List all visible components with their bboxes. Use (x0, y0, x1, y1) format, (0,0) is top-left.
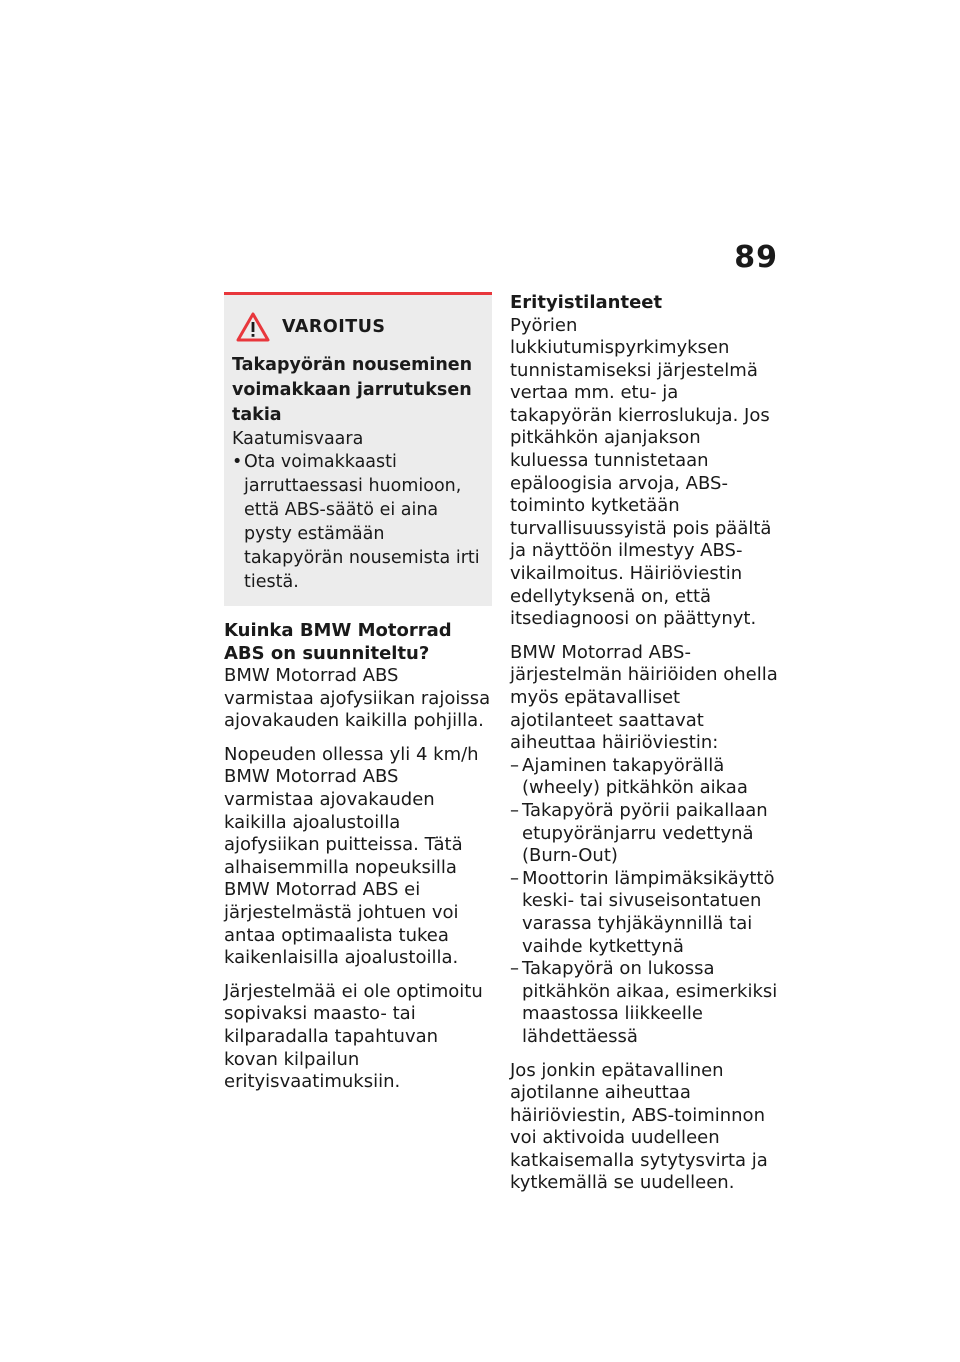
warning-title: VAROITUS (282, 316, 386, 337)
warning-bullet (232, 450, 484, 594)
right-paragraph-3: Jos jonkin epätavallinen ajotilanne aiheuttaa häiriöviestin, ABS-toiminnon voi aktivoida uudelleen katkaisemalla sytytysvirta ja kytkemällä se uudelleen. (510, 1059, 768, 1194)
bullet-mark: • (232, 452, 243, 472)
list-item: – Ajaminen takapyörällä (wheely) pitkähkön aikaa (510, 754, 748, 799)
situation-list (510, 755, 780, 1049)
warning-bullet-text: Ota voimakkaasti jarruttaessasi huomioon, että ABS-säätö ei aina pysty estämään takapyörän nousemista irti tiestä. (244, 452, 480, 592)
right-paragraph-2: BMW Motorrad ABS-järjestelmän häiriöiden ohella myös epätavalliset ajotilanteet saattavat aiheuttaa häiriöviestin: (510, 641, 778, 754)
warning-header (236, 311, 484, 343)
warning-box (224, 292, 492, 606)
left-paragraph-3: Järjestelmää ei ole optimoitu sopivaksi maasto- tai kilparadalla tapahtuvan kovan kilpailun erityisvaatimuksiin. (224, 980, 483, 1093)
list-item: – Takapyörä pyörii paikallaan etupyöränjarru vedettynä (Burn-Out) (510, 799, 768, 867)
list-item: – Takapyörä on lukossa pitkähkön aikaa, esimerkiksi maastossa liikkeelle lähdettäessä (510, 958, 778, 1047)
left-column (224, 292, 492, 1105)
left-paragraph-1: BMW Motorrad ABS varmistaa ajofysiikan rajoissa ajovakauden kaikilla pohjilla. (224, 665, 491, 732)
warning-subtitle: Kaatumisvaara (232, 429, 364, 449)
page-number: 89 (734, 240, 778, 275)
warning-heading: Takapyörän nouseminen voimakkaan jarrutuksen takia (232, 355, 473, 425)
right-column (510, 292, 780, 1206)
left-paragraph-2: Nopeuden ollessa yli 4 km/h BMW Motorrad ABS varmistaa ajovakauden kaikilla ajoalustoilla ajofysiikan puitteissa. Tätä alhaisemmilla nopeuksilla BMW Motorrad ABS ei järjestelmästä johtuen voi antaa optimaalista tukea kaikenlaisilla ajoalustoilla. (224, 743, 479, 969)
list-item: – Moottorin lämpimäksikäyttö keski- tai sivuseisontatuen varassa tyhjäkäynnillä tai vaihde kytkettynä (510, 867, 775, 957)
section-heading-special: Erityistilanteet (510, 292, 663, 313)
section-heading-abs: Kuinka BMW Motorrad ABS on suunniteltu? (224, 620, 452, 664)
right-paragraph-1: Pyörien lukkiutumispyrkimyksen tunnistamiseksi järjestelmä vertaa mm. etu- ja takapyörän kierroslukuja. Jos pitkähkön ajanjakson kuluessa tunnistetaan epäloogisia arvoja, ABS-toiminto kytketään turvallisuussyistä pois päältä ja näyttöön ilmestyy ABS-vikailmoitus. Häiriöviestin edellytyksenä on, että itsediagnoosi on päättynyt. (510, 314, 772, 630)
warning-triangle-icon (236, 312, 270, 342)
